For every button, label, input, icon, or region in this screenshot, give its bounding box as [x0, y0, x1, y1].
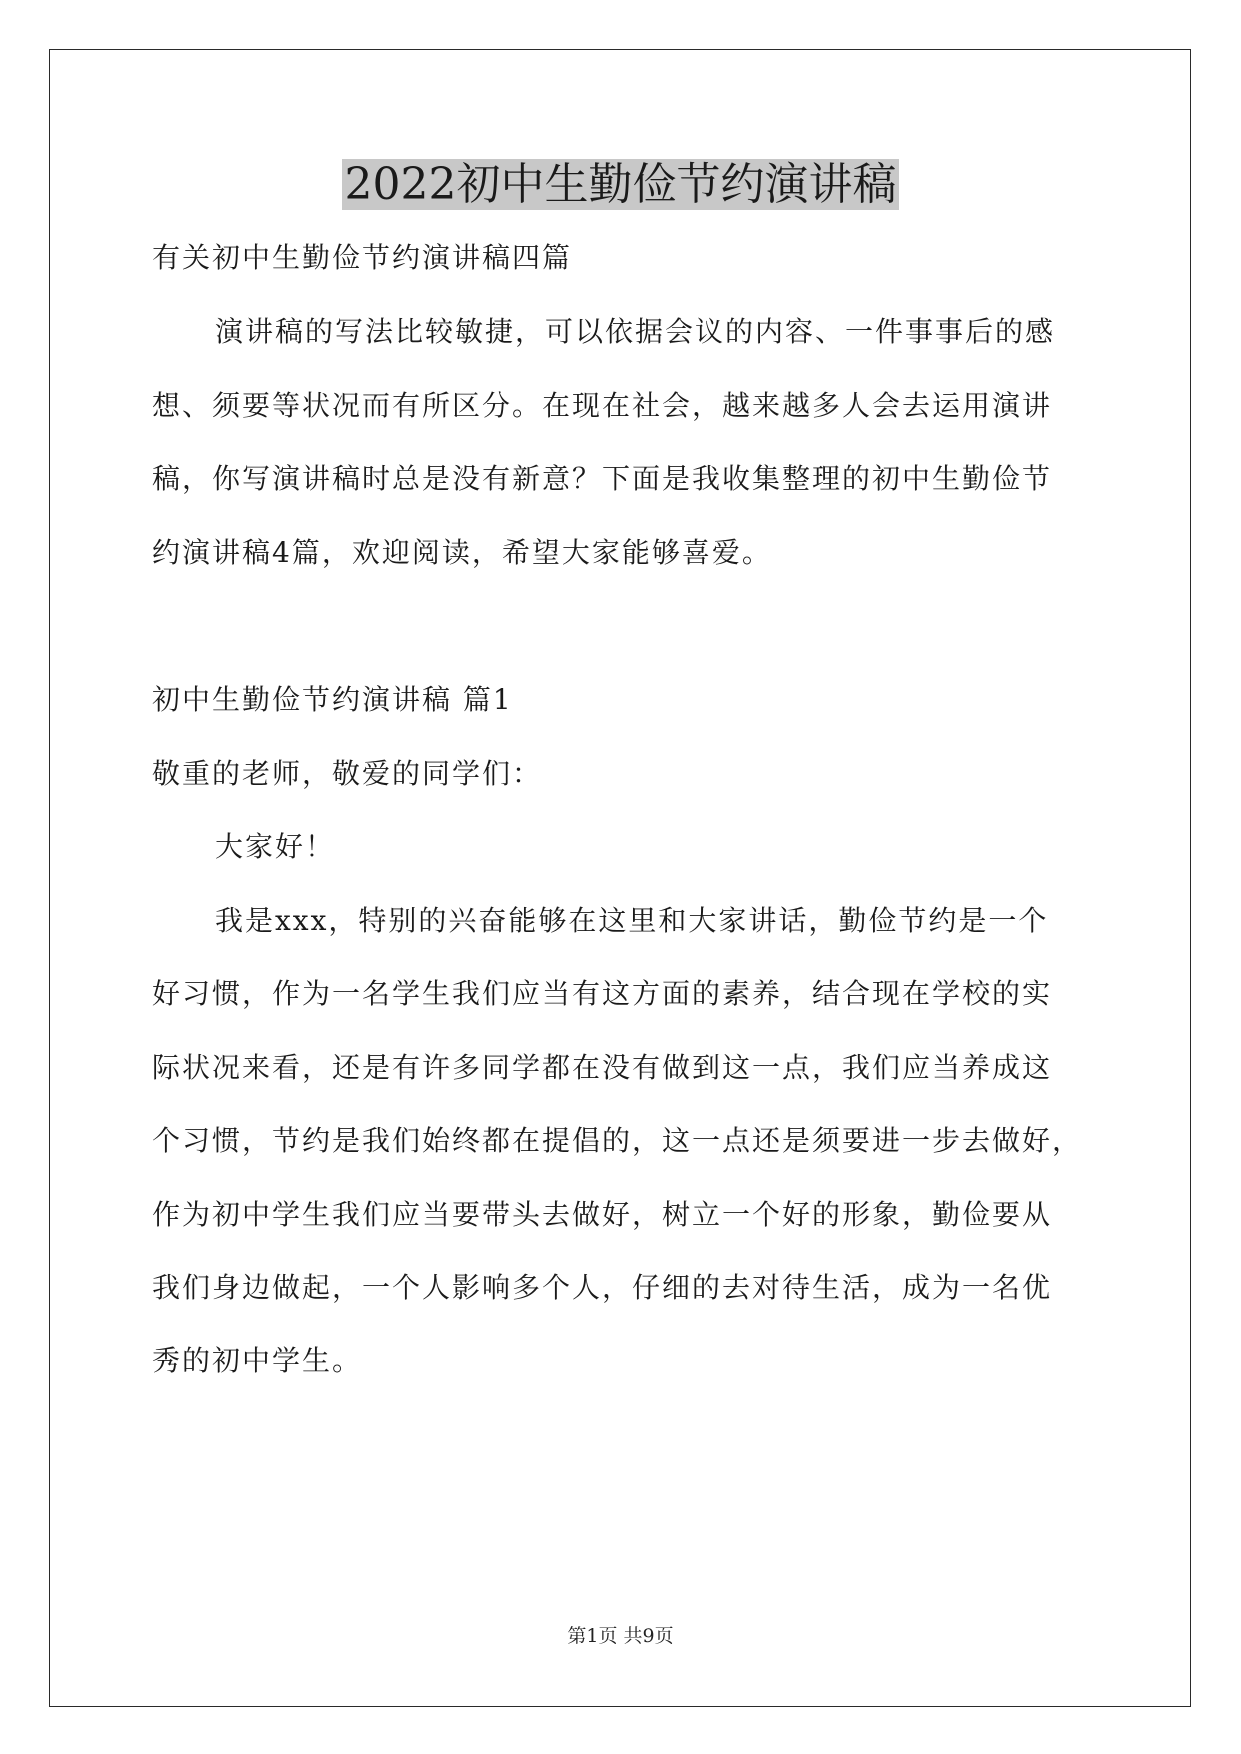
document-title: [0, 155, 1241, 215]
body-line: 我是xxx，特别的兴奋能够在这里和大家讲话，勤俭节约是一个: [215, 904, 1049, 937]
intro-line: 稿，你写演讲稿时总是没有新意？下面是我收集整理的初中生勤俭节: [152, 462, 1053, 495]
salutation: 敬重的老师，敬爱的同学们：: [152, 757, 543, 790]
page-border: [49, 49, 1191, 1707]
body-line: 个习惯，节约是我们始终都在提倡的，这一点还是须要进一步去做好，: [152, 1124, 1083, 1157]
body-line: 作为初中学生我们应当要带头去做好，树立一个好的形象，勤俭要从: [152, 1198, 1053, 1231]
body-line: 际状况来看，还是有许多同学都在没有做到这一点，我们应当养成这: [152, 1051, 1053, 1084]
intro-line: 约演讲稿4篇，欢迎阅读，希望大家能够喜爱。: [152, 536, 772, 569]
section-heading: 初中生勤俭节约演讲稿 篇1: [152, 683, 513, 716]
document-subtitle: 有关初中生勤俭节约演讲稿四篇: [152, 241, 573, 274]
page-footer: 第1页 共9页: [567, 1625, 674, 1647]
body-line: 秀的初中学生。: [152, 1344, 363, 1377]
body-line: 好习惯，作为一名学生我们应当有这方面的素养，结合现在学校的实: [152, 977, 1053, 1010]
body-line: 我们身边做起，一个人影响多个人，仔细的去对待生活，成为一名优: [152, 1271, 1053, 1304]
intro-line: 演讲稿的写法比较敏捷，可以依据会议的内容、一件事事后的感: [215, 315, 1056, 348]
intro-line: 想、须要等状况而有所区分。在现在社会，越来越多人会去运用演讲: [152, 389, 1053, 422]
document-title-text: 2022初中生勤俭节约演讲稿: [342, 159, 900, 210]
greeting: 大家好！: [215, 830, 336, 863]
